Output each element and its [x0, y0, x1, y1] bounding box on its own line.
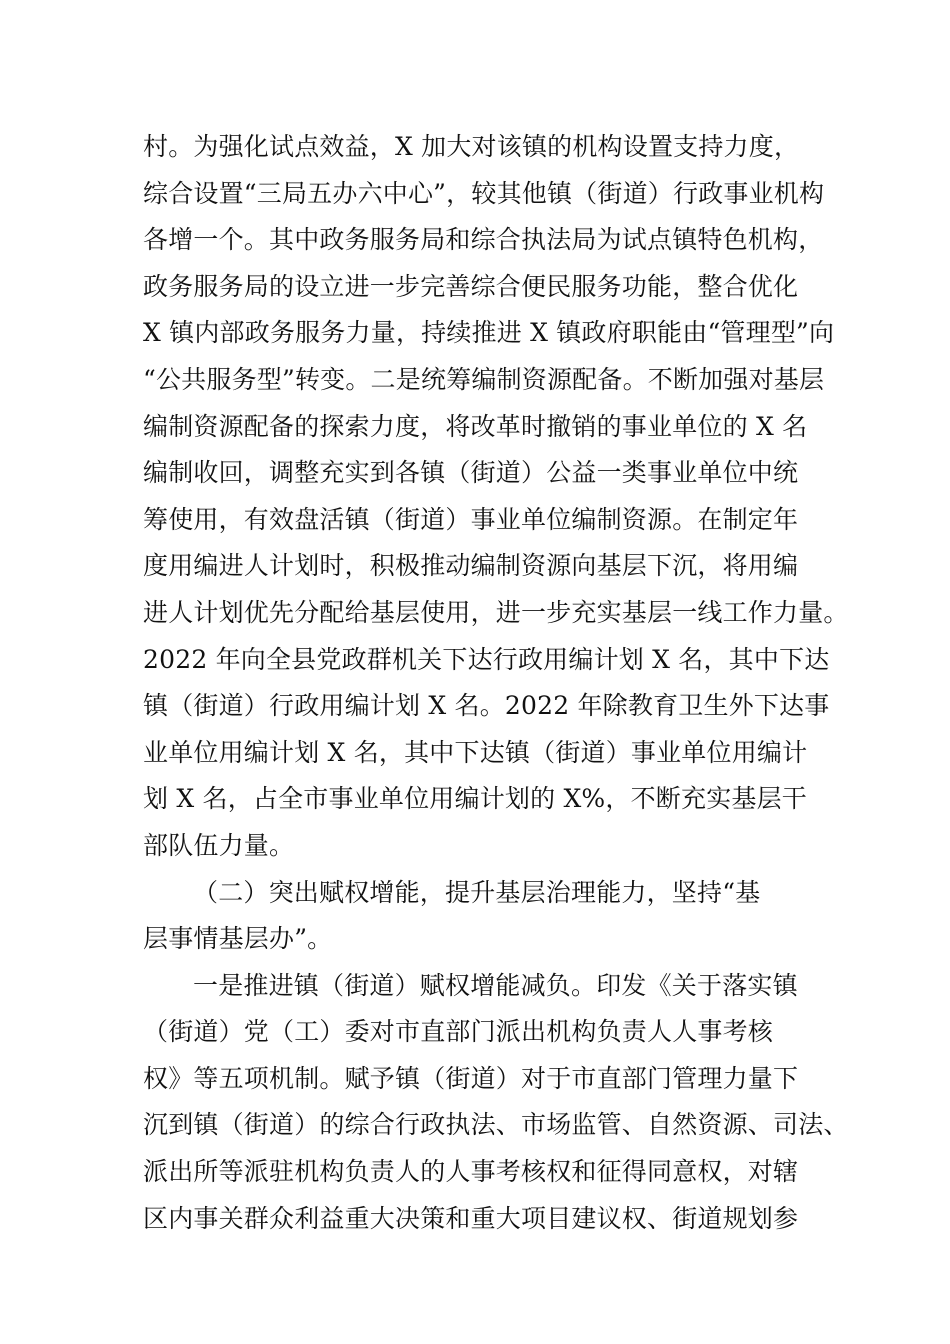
- text-line: 度用编进人计划时，积极推动编制资源向基层下沉，将用编: [143, 551, 799, 581]
- text-line: 政务服务局的设立进一步完善综合便民服务功能，整合优化: [143, 271, 799, 301]
- text-line: 进人计划优先分配给基层使用，进一步充实基层一线工作力量。: [143, 597, 849, 627]
- text-line: 编制收回，调整充实到各镇（街道）公益一类事业单位中统: [143, 458, 799, 488]
- paragraph-start-line: 一是推进镇（街道）赋权增能减负。印发《关于落实镇: [193, 970, 798, 1000]
- section-heading-continued: 层事情基层办”。: [143, 924, 333, 954]
- text-line: 村。为强化试点效益，X 加大对该镇的机构设置支持力度，: [143, 132, 800, 161]
- text-line: X 镇内部政务服务力量，持续推进 X 镇政府职能由“管理型”向: [143, 318, 835, 348]
- section-heading: （二）突出赋权增能，提升基层治理能力，坚持“基: [193, 877, 761, 907]
- text-line: 各增一个。其中政务服务局和综合执法局为试点镇特色机构，: [143, 225, 824, 255]
- text-line: 划 X 名，占全市事业单位用编计划的 X%，不断充实基层干: [143, 784, 807, 814]
- text-line: 编制资源配备的探索力度，将改革时撤销的事业单位的 X 名: [143, 411, 808, 441]
- text-line: 权》等五项机制。赋予镇（街道）对于市直部门管理力量下: [143, 1063, 799, 1093]
- document-body: [143, 124, 849, 1242]
- text-line: 镇（街道）行政用编计划 X 名。2022 年除教育卫生外下达事: [143, 691, 830, 721]
- text-line: 综合设置“三局五办六中心”，较其他镇（街道）行政事业机构: [143, 178, 825, 208]
- text-line: 2022 年向全县党政群机关下达行政用编计划 X 名，其中下达: [143, 644, 830, 674]
- text-line: 派出所等派驻机构负责人的人事考核权和征得同意权，对辖: [143, 1157, 799, 1187]
- text-line: 业单位用编计划 X 名，其中下达镇（街道）事业单位用编计: [143, 737, 808, 767]
- text-line: 区内事关群众利益重大决策和重大项目建议权、街道规划参: [143, 1203, 799, 1233]
- text-line: 筹使用，有效盘活镇（街道）事业单位编制资源。在制定年: [143, 504, 799, 534]
- text-line: （街道）党（工）委对市直部门派出机构负责人人事考核: [143, 1017, 774, 1047]
- text-line: 部队伍力量。: [143, 830, 295, 860]
- text-line: 沉到镇（街道）的综合行政执法、市场监管、自然资源、司法、: [143, 1110, 849, 1140]
- text-line: “公共服务型”转变。二是统筹编制资源配备。不断加强对基层: [143, 364, 825, 394]
